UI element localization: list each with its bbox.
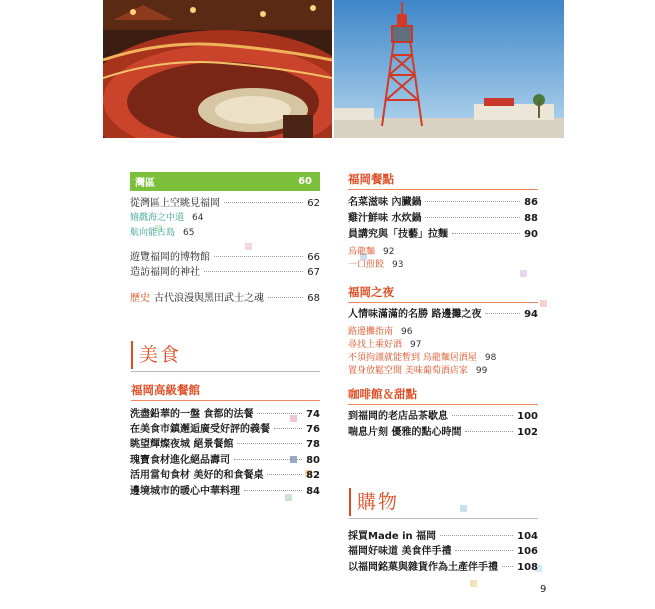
toc-subentry-page: 93 [392, 260, 404, 270]
toc-entry-page: 67 [307, 267, 320, 278]
toc-entry-page: 78 [306, 439, 320, 450]
toc-subentry[interactable] [348, 339, 421, 351]
toc-entry-page: 84 [306, 486, 320, 497]
toc-entry-title: 造訪福岡的神社 [130, 267, 200, 278]
toc-entry[interactable] [130, 485, 320, 498]
toc-entry[interactable] [130, 438, 320, 451]
toc-entry[interactable] [130, 251, 320, 264]
toc-entry-page: 82 [306, 470, 320, 481]
toc-entry-page: 106 [517, 546, 538, 557]
leader-dots [425, 201, 520, 202]
toc-subentry-title: 置身放鬆空間 美味葡萄酒店家 [348, 366, 468, 376]
toc-entry-page: 76 [306, 424, 320, 435]
cafe-rule [348, 404, 538, 405]
toc-entry-title: 採買Made in 福岡 [348, 531, 437, 542]
toc-subentry-title: 嬉戲海之中道 [130, 213, 185, 223]
toc-subentry-title: 尋找上乘好酒 [348, 340, 403, 350]
leader-dots [440, 535, 513, 536]
decorative-square [460, 505, 467, 512]
page-number: 9 [540, 584, 547, 595]
toc-entry-page: 80 [306, 455, 320, 466]
toc-entry-page: 104 [517, 531, 538, 542]
toc-subentry[interactable] [130, 212, 203, 224]
toc-subentry[interactable] [348, 259, 403, 271]
toc-entry-page: 68 [307, 293, 320, 304]
fine-dining-rule [131, 400, 320, 401]
food-heading: 美食 [131, 341, 181, 369]
toc-subentry[interactable] [348, 352, 496, 364]
toc-subentry-title: 烏龍麵 [348, 247, 376, 257]
leader-dots [425, 217, 520, 218]
toc-subentry-title: 路邊攤指南 [348, 327, 394, 337]
leader-dots [268, 297, 303, 298]
leader-dots [224, 202, 303, 203]
toc-subentry[interactable] [130, 227, 194, 239]
toc-entry[interactable] [348, 561, 538, 574]
toc-entry-title: 瑰寶食材進化絕品壽司 [130, 455, 230, 466]
toc-entry[interactable] [348, 228, 538, 241]
toc-entry-page: 108 [517, 562, 538, 573]
leader-dots [452, 233, 520, 234]
theater-interior-photo [103, 0, 332, 138]
area-section-bar[interactable] [130, 172, 320, 191]
toc-entry-title: 遊覽福岡的博物館 [130, 252, 210, 263]
toc-entry[interactable] [348, 410, 538, 423]
toc-entry-page: 88 [524, 213, 538, 224]
toc-entry-page: 102 [517, 427, 538, 438]
decorative-square [245, 243, 252, 250]
decorative-square [470, 580, 477, 587]
toc-subentry-page: 98 [484, 353, 497, 363]
leader-dots [237, 443, 302, 444]
toc-entry-title: 古代浪漫與黑田武士之魂 [154, 293, 264, 304]
history-prefix: 歷史 [130, 293, 150, 304]
decorative-square [540, 300, 547, 307]
toc-entry-page: 90 [524, 229, 538, 240]
toc-entry-page: 86 [524, 197, 538, 208]
leader-dots [234, 459, 302, 460]
toc-subentry-page: 92 [383, 247, 395, 257]
toc-entry-title: 到福岡的老店品茶歇息 [348, 411, 448, 422]
toc-entry[interactable] [348, 196, 538, 209]
toc-subentry[interactable] [348, 365, 487, 377]
area-section-label: 灣區 [135, 178, 155, 189]
decorative-square [520, 270, 527, 277]
toc-entry-title: 活用當旬食材 美好的和食餐桌 [130, 470, 264, 481]
toc-subentry-page: 97 [410, 340, 422, 350]
toc-entry[interactable] [130, 423, 320, 436]
fukuoka-port-tower-photo [334, 0, 564, 138]
shopping-heading-rule [349, 518, 538, 519]
leader-dots [204, 271, 303, 272]
toc-entry-title: 雞汁鮮味 水炊鍋 [348, 213, 422, 224]
toc-subentry[interactable] [348, 326, 412, 338]
night-title: 福岡之夜 [348, 285, 394, 299]
toc-entry-title: 喘息片刻 優雅的點心時間 [348, 427, 462, 438]
toc-subentry-title: 航向能古島 [130, 228, 176, 238]
toc-subentry-page: 64 [192, 213, 204, 223]
toc-entry-page: 100 [517, 411, 538, 422]
toc-entry-title: 在美食市鎮邂逅廣受好評的義餐 [130, 424, 270, 435]
toc-entry-page: 94 [524, 309, 538, 320]
leader-dots [274, 428, 302, 429]
toc-subentry-title: 不須拘謹就能暫到 烏龍麵居酒屋 [348, 353, 477, 363]
toc-entry-title: 人情味滿滿的名勝 路邊攤之夜 [348, 309, 482, 320]
leader-dots [267, 474, 302, 475]
toc-entry-title: 洗盡鉛華的一盤 食都的法餐 [130, 409, 254, 420]
area-section-page: 60 [298, 176, 312, 187]
toc-subentry[interactable] [348, 246, 394, 258]
toc-entry-page: 62 [307, 198, 320, 209]
toc-entry-title: 福岡好味道 美食伴手禮 [348, 546, 452, 557]
cafe-title: 咖啡館＆甜點 [348, 387, 417, 401]
shopping-heading: 購物 [349, 488, 399, 516]
toc-subentry-page: 96 [401, 327, 413, 337]
toc-entry-page: 74 [306, 409, 320, 420]
toc-entry-title: 眺望輝燦夜城 絕景餐館 [130, 439, 234, 450]
leader-dots [257, 413, 302, 414]
toc-subentry-page: 99 [475, 366, 488, 376]
leader-dots [485, 313, 520, 314]
toc-entry[interactable] [348, 212, 538, 225]
leader-dots [214, 256, 303, 257]
toc-entry-title: 以福岡銘菓與雜貨作為土產伴手禮 [348, 562, 498, 573]
leader-dots [455, 550, 513, 551]
toc-entry-page: 66 [307, 252, 320, 263]
toc-entry[interactable] [348, 545, 538, 558]
gourmet-title: 福岡餐點 [348, 172, 394, 186]
toc-entry[interactable] [130, 197, 320, 210]
toc-entry-title: 邊境城市的暖心中華料理 [130, 486, 240, 497]
toc-entry-title: 從灣區上空眺見福岡 [130, 198, 220, 209]
toc-entry[interactable] [348, 308, 538, 321]
toc-entry[interactable] [130, 408, 320, 421]
toc-entry[interactable] [348, 426, 538, 439]
toc-entry-history[interactable] [130, 292, 320, 305]
toc-subentry-page: 65 [183, 228, 195, 238]
toc-subentry-title: 一口煎餃 [348, 260, 385, 270]
toc-entry[interactable] [348, 530, 538, 543]
leader-dots [502, 566, 513, 567]
leader-dots [465, 431, 513, 432]
toc-entry-title: 名菜滋味 內臟鍋 [348, 197, 422, 208]
gourmet-rule [348, 189, 538, 190]
leader-dots [244, 490, 302, 491]
toc-entry[interactable] [130, 454, 320, 467]
toc-entry[interactable] [130, 266, 320, 279]
fine-dining-title: 福岡高級餐館 [131, 383, 200, 397]
food-heading-rule [131, 371, 320, 372]
toc-entry[interactable] [130, 469, 320, 482]
toc-entry-title: 員講究與「技藝」拉麵 [348, 229, 448, 240]
night-rule [348, 302, 538, 303]
leader-dots [452, 415, 513, 416]
